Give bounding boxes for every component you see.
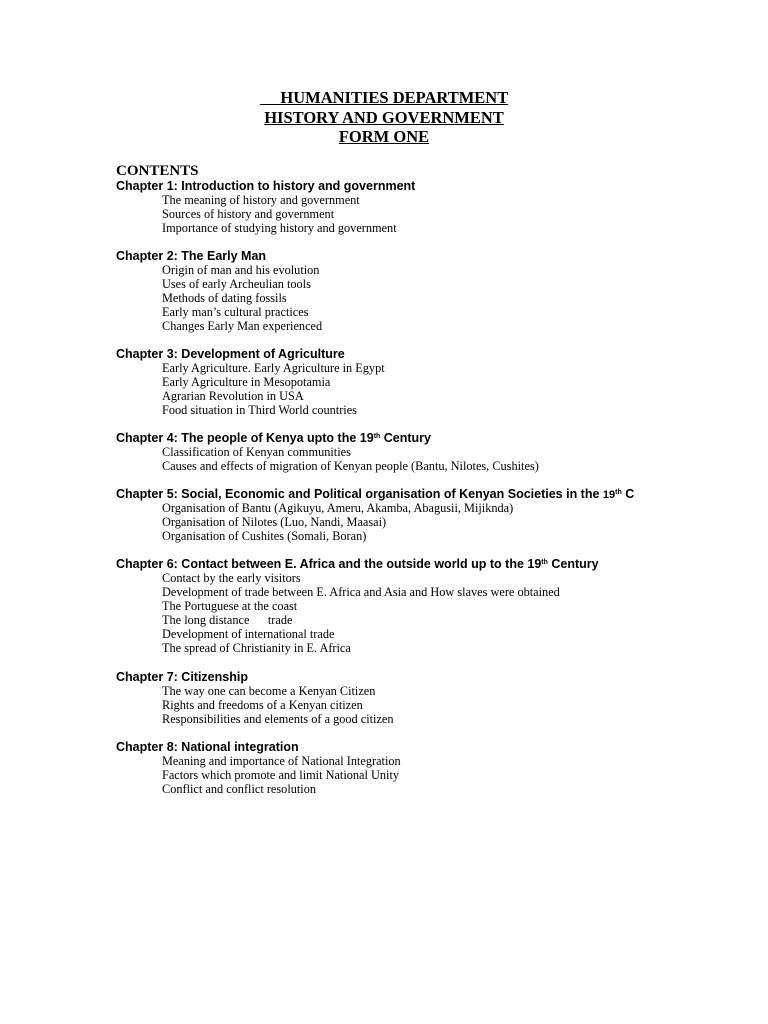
topic-item: The Portuguese at the coast <box>162 599 298 613</box>
topic-item: Early Agriculture. Early Agriculture in Egypt <box>162 361 385 375</box>
chapter-6 <box>116 557 599 655</box>
topic-item: The way one can become a Kenyan Citizen <box>162 684 376 698</box>
topic-item: Methods of dating fossils <box>162 291 287 305</box>
topic-item: Development of trade between E. Africa and Asia and How slaves were obtained <box>162 585 560 599</box>
chapter-2 <box>116 249 322 333</box>
chapter-title-text: Chapter 4: The people of Kenya upto the 19 <box>116 431 374 445</box>
topic-item: Importance of studying history and government <box>162 221 397 235</box>
chapter-8 <box>116 740 401 796</box>
chapter-7 <box>116 670 394 726</box>
chapter-1 <box>116 179 415 235</box>
chapter-title-text: Chapter 6: Contact between E. Africa and the outside world up to the 19 <box>116 557 542 571</box>
topic-item: Agrarian Revolution in USA <box>162 389 304 403</box>
topic-item: Causes and effects of migration of Kenyan people (Bantu, Nilotes, Cushites) <box>162 459 539 473</box>
topic-item: Organisation of Bantu (Agikuyu, Ameru, Akamba, Abagusii, Mijiknda) <box>162 501 514 515</box>
chapter-3 <box>116 347 385 417</box>
chapter-title: Chapter 1: Introduction to history and government <box>116 179 416 193</box>
topic-item: Contact by the early visitors <box>162 571 301 585</box>
chapter-title-end: Century <box>380 431 431 445</box>
chapter-title-text: Chapter 5: Social, Economic and Political organisation of Kenyan Societies in the <box>116 487 603 501</box>
chapter-5 <box>116 487 634 543</box>
chapter-4 <box>116 431 539 473</box>
chapter-title: Chapter 7: Citizenship <box>116 670 248 684</box>
topic-item: Factors which promote and limit National Unity <box>162 768 400 782</box>
chapter-title: Chapter 2: The Early Man <box>116 249 267 263</box>
chapter-title-end: Century <box>547 557 599 571</box>
chapter-title <box>116 431 539 445</box>
chapter-title <box>116 557 599 571</box>
ordinal-suffix: th <box>373 433 381 440</box>
chapter-title <box>116 487 634 501</box>
topic-item: Changes Early Man experienced <box>162 319 323 333</box>
contents-label: CONTENTS <box>116 163 199 179</box>
form-heading: FORM ONE <box>338 127 430 146</box>
topic-item: Sources of history and government <box>162 207 335 221</box>
century-number: 19 <box>602 489 616 501</box>
topic-item: Organisation of Cushites (Somali, Boran) <box>162 529 367 543</box>
topic-item: Rights and freedoms of a Kenyan citizen <box>162 698 363 712</box>
topic-item: Development of international trade <box>162 627 335 641</box>
topic-item: The long distance trade <box>162 613 293 627</box>
topic-item: Responsibilities and elements of a good citizen <box>162 712 394 726</box>
topic-item: Origin of man and his evolution <box>162 263 320 277</box>
topic-item: The spread of Christianity in E. Africa <box>162 641 351 655</box>
topic-item: Food situation in Third World countries <box>162 403 357 417</box>
topic-item: Early Agriculture in Mesopotamia <box>162 375 331 389</box>
topic-item: Uses of early Archeulian tools <box>162 277 311 291</box>
chapter-title-end: C <box>621 487 635 501</box>
ordinal-suffix: th <box>615 489 622 496</box>
topic-item: Organisation of Nilotes (Luo, Nandi, Maasai) <box>162 515 387 529</box>
chapter-title: Chapter 3: Development of Agriculture <box>116 347 345 361</box>
topic-item: The meaning of history and government <box>162 193 360 207</box>
topic-item: Early man’s cultural practices <box>162 305 309 319</box>
ordinal-suffix: th <box>541 559 548 566</box>
chapter-title: Chapter 8: National integration <box>116 740 299 754</box>
topic-item: Classification of Kenyan communities <box>162 445 351 459</box>
department-heading: HUMANITIES DEPARTMENT <box>259 88 509 107</box>
subject-heading: HISTORY AND GOVERNMENT <box>264 108 504 127</box>
topic-item: Meaning and importance of National Integration <box>162 754 401 768</box>
topic-item: Conflict and conflict resolution <box>162 782 317 796</box>
